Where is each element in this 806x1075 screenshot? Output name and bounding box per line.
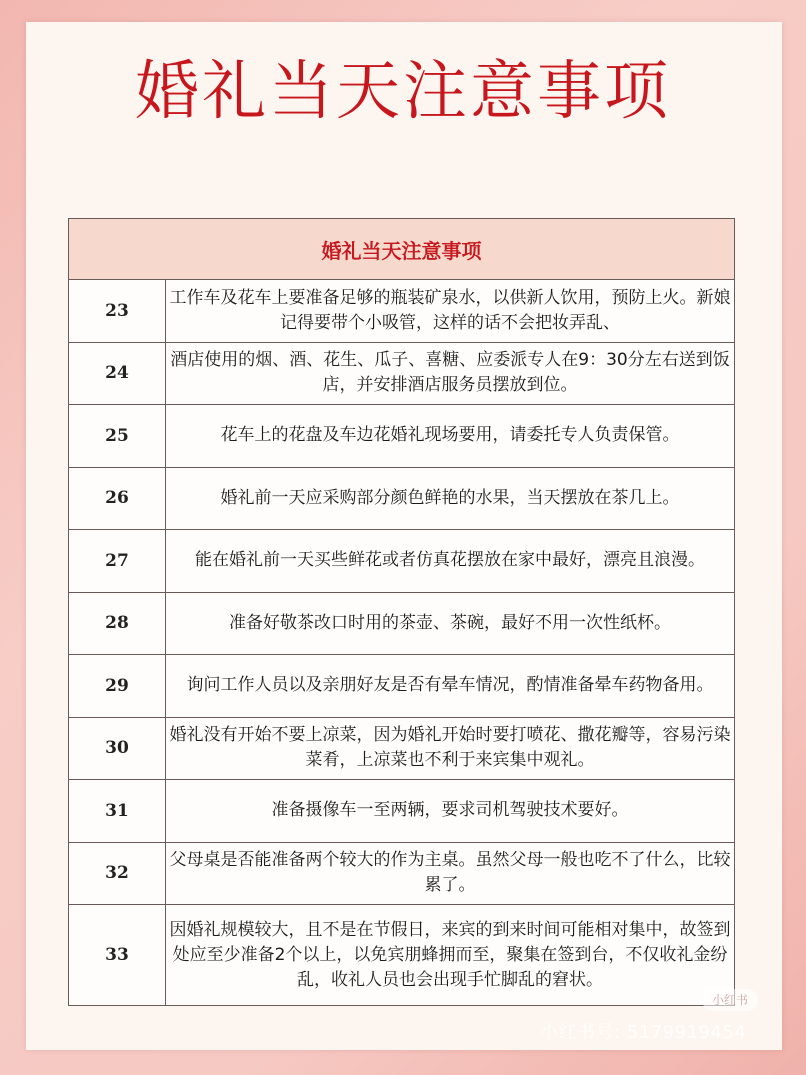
table-row [69,842,735,905]
row-number: 24 [69,342,166,405]
row-number: 26 [69,467,166,530]
table-header: 婚礼当天注意事项 [69,219,735,280]
row-text: 婚礼没有开始不要上凉菜，因为婚礼开始时要打喷花、撒花瓣等，容易污染菜肴，上凉菜也不利于来宾集中观礼。 [166,717,735,780]
table-row [69,280,735,343]
table-row [69,905,735,1006]
row-number: 25 [69,405,166,468]
row-text: 父母桌是否能准备两个较大的作为主桌。虽然父母一般也吃不了什么，比较累了。 [166,842,735,905]
table-row [69,467,735,530]
row-number: 23 [69,280,166,343]
row-number: 28 [69,592,166,655]
table-row [69,405,735,468]
row-text: 花车上的花盘及车边花婚礼现场要用，请委托专人负责保管。 [166,405,735,468]
watermark-text: 小红书号: 5179919454 [540,1022,747,1043]
table-row [69,530,735,593]
row-text: 准备好敬茶改口时用的茶壶、茶碗，最好不用一次性纸杯。 [166,592,735,655]
table-row [69,342,735,405]
row-text: 能在婚礼前一天买些鲜花或者仿真花摆放在家中最好，漂亮且浪漫。 [166,530,735,593]
row-number: 33 [69,905,166,1006]
notes-table [68,218,735,1006]
table-row [69,780,735,843]
row-text: 酒店使用的烟、酒、花生、瓜子、喜糖、应委派专人在9：30分左右送到饭店，并安排酒店服务员摆放到位。 [166,342,735,405]
row-number: 30 [69,717,166,780]
row-number: 27 [69,530,166,593]
row-text: 工作车及花车上要准备足够的瓶装矿泉水，以供新人饮用，预防上火。新娘记得要带个小吸管，这样的话不会把妆弄乱、 [166,280,735,343]
xiaohongshu-logo-badge: 小红书 [702,989,758,1011]
row-number: 31 [69,780,166,843]
table-row [69,717,735,780]
page-title: 婚礼当天注意事项 [135,55,671,129]
row-text: 因婚礼规模较大，且不是在节假日，来宾的到来时间可能相对集中，故签到处应至少准备2个以上，以免宾朋蜂拥而至，聚集在签到台，不仅收礼金纷乱，收礼人员也会出现手忙脚乱的窘状。 [166,905,735,1006]
row-number: 29 [69,655,166,718]
table-row [69,655,735,718]
table-row [69,592,735,655]
row-text: 准备摄像车一至两辆，要求司机驾驶技术要好。 [166,780,735,843]
row-number: 32 [69,842,166,905]
row-text: 询问工作人员以及亲朋好友是否有晕车情况，酌情准备晕车药物备用。 [166,655,735,718]
row-text: 婚礼前一天应采购部分颜色鲜艳的水果，当天摆放在茶几上。 [166,467,735,530]
